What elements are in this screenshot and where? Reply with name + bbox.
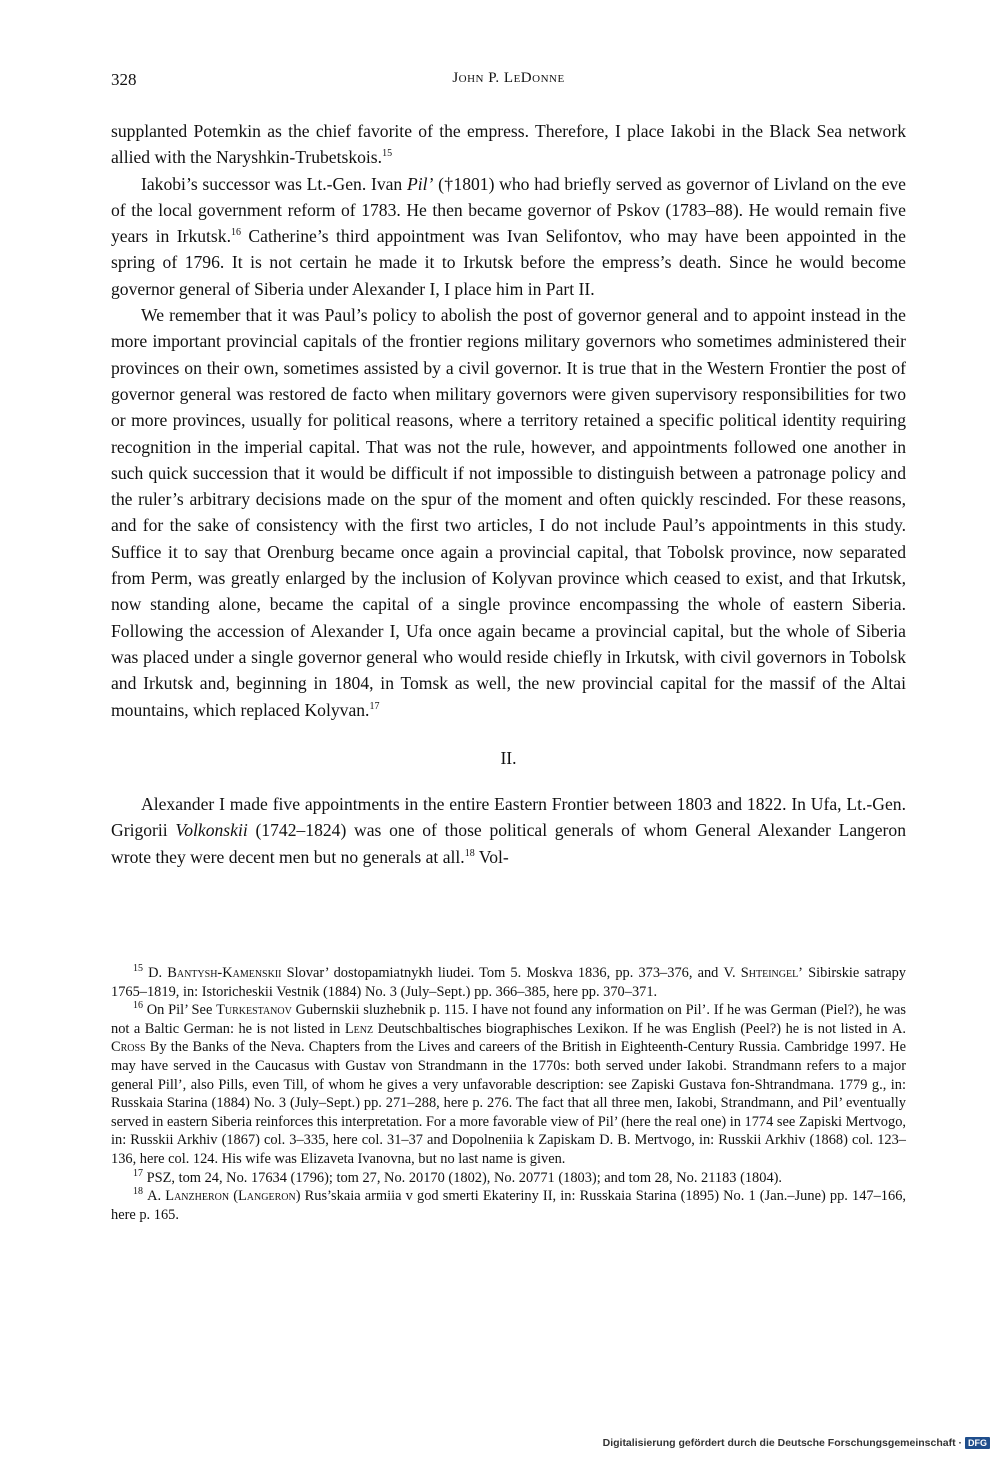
running-head: John P. LeDonne (452, 70, 565, 86)
paragraph-4: Alexander I made five appointments in the entire Eastern Frontier between 1803 and 1822. In Ufa, Lt.-Gen. Grigorii Volkonskii (1742–1824) was one of those political generals of whom General Alexander Langeron wrote they were decent men but no generals at all.$^{18}$ Vol- (111, 794, 906, 867)
paragraph-1: supplanted Potemkin as the chief favorite of the empress. Therefore, I place Iakobi in the Black Sea network allied with the Naryshkin-Trubetskois.$^{15}$ (111, 121, 906, 168)
footnote-ref-15[interactable]: 15 (382, 148, 393, 160)
footnote-17: $^{17}$ PSZ, tom 24, No. 17634 (1796); tom 27, No. 20170 (1802), No. 20771 (1803); and tom 28, No. 21183 (1804). (133, 1167, 783, 1186)
person-name-volkonskii: Volkonskii (175, 820, 248, 841)
person-name-pil: Pil’ (406, 173, 434, 194)
page-number: 328 (111, 70, 137, 89)
paragraph-3: We remember that it was Paul’s policy to abolish the post of governor general and to appoint instead in the more important provincial capitals of the frontier regions military governors who sometimes administered their provinces on their own, sometimes assisted by a civil governor. It is true that in the Western Frontier the post of governor general was restored de facto when military governors were given supervisory responsibilities for two or more provinces, usually for political reasons, where a territory retained a specific political identity requiring recognition in the imperial capital. That was not the rule, however, and appointments followed one another in such quick succession that it would be difficult if not impossible to distinguish between a patronage policy and the ruler’s arbitrary decisions made on the spur of the moment and often quickly rescinded. For these reasons, and for the sake of consistency with the first two articles, I do not include Paul’s appointments in this study. Suffice it to say that Orenburg became once again a provincial capital, that Tobolsk province, now separated from Perm, was greatly enlarged by the inclusion of Kolyvan province which ceased to exist, and that Irkutsk, now standing alone, became the capital of a single province encompassing the whole of eastern Siberia. Following the accession of Alexander I, Ufa once again became a provincial capital, but the whole of Siberia was placed under a single governor general who would reside chiefly in Irkutsk, with civil governors in Tobolsk and Irkutsk and, beginning in 1804, in Tomsk as well, the new provincial capital for the massif of the Altai mountains, which replaced Kolyvan.$^{17}$ (111, 305, 906, 720)
footnote-16: $^{16}$ On Pil’ See Turkestanov Gubernskii sluzhebnik p. 115. I have not found any information on Pil’. If he was German (Piel?), he was not a Baltic German: he is not listed in Lenz Deutschbaltisches biographisches Lexikon. If he was English (Peel?) he is not listed in A. Cross By the Banks of the Neva. Chapters from the Lives and careers of the British in Eighteenth-Century Russia. Cambridge 1997. He may have served in the Caucasus with Gustav von Strandmann in the 1770s: both served under Iakobi. Strandmann refers to a major general Pill’, also Pills, even Till, of whom he gives a very unfavorable description: see Zapiski Gustava fon-Shtrandmana. 1779 g., in: Russkaia Starina (1884) No. 3 (July–Sept.) pp. 271–288, here p. 276. The fact that all three men, Iakobi, Strandmann, and Pil’ eventually served in eastern Siberia reinforces this interpretation. For a more favorable view of Pil’ (here the real one) in 1774 see Zapiski Mertvogo, in: Russkii Arkhiv (1867) col. 3–335, here col. 31–37 and Dopolneniia k Zapiskam D. B. Mertvogo, in: Russkii Arkhiv (1868) col. 123–136, here col. 124. His wife was Elizaveta Ivanovna, but no last name is given. (111, 1000, 907, 1167)
footnotes (111, 964, 906, 1224)
digitization-footer (603, 1437, 990, 1449)
footnote-18: $^{18}$ A. Lanzheron (Langeron) Rus’skaia armiia v god smerti Ekateriny II, in: Russkaia Starina (1895) No. 1 (Jan.–June) pp. 147–166, here p. 165. (111, 1186, 906, 1223)
footnote-15: $^{15}$ D. Bantysh-Kamenskii Slovar’ dostopamiatnykh liudei. Tom 5. Moskva 1836, pp. 373–376, and V. Shteingel’ Sibirskie satrapy 1765–1819, in: Istoricheskii Vestnik (1884) No. 3 (July–Sept.) pp. 366–385, here pp. 370–371. (111, 963, 906, 1000)
footnote-ref-18[interactable]: 18 (464, 847, 475, 859)
dfg-logo-icon: DFG (965, 1437, 990, 1449)
footnote-ref-17[interactable]: 17 (369, 700, 380, 712)
funding-note: Digitalisierung gefördert durch die Deutsche Forschungsgemeinschaft · (602, 1437, 962, 1449)
body-text (111, 118, 906, 870)
section-heading: II. (500, 747, 517, 768)
paragraph-2: Iakobi’s successor was Lt.-Gen. Ivan Pil’ (†1801) who had briefly served as governor of Livland on the eve of the local government reform of 1783. He then became governor of Pskov (1783–88). He would remain five years in Irkutsk.$^{16}$ Catherine’s third appointment was Ivan Selifontov, who may have been appointed in the spring of 1796. It is not certain he made it to Irkutsk before the empress’s death. Since he would become governor general of Siberia under Alexander I, I place him in Part II. (111, 173, 906, 299)
footnote-ref-16[interactable]: 16 (230, 227, 241, 239)
page-header (111, 70, 906, 94)
